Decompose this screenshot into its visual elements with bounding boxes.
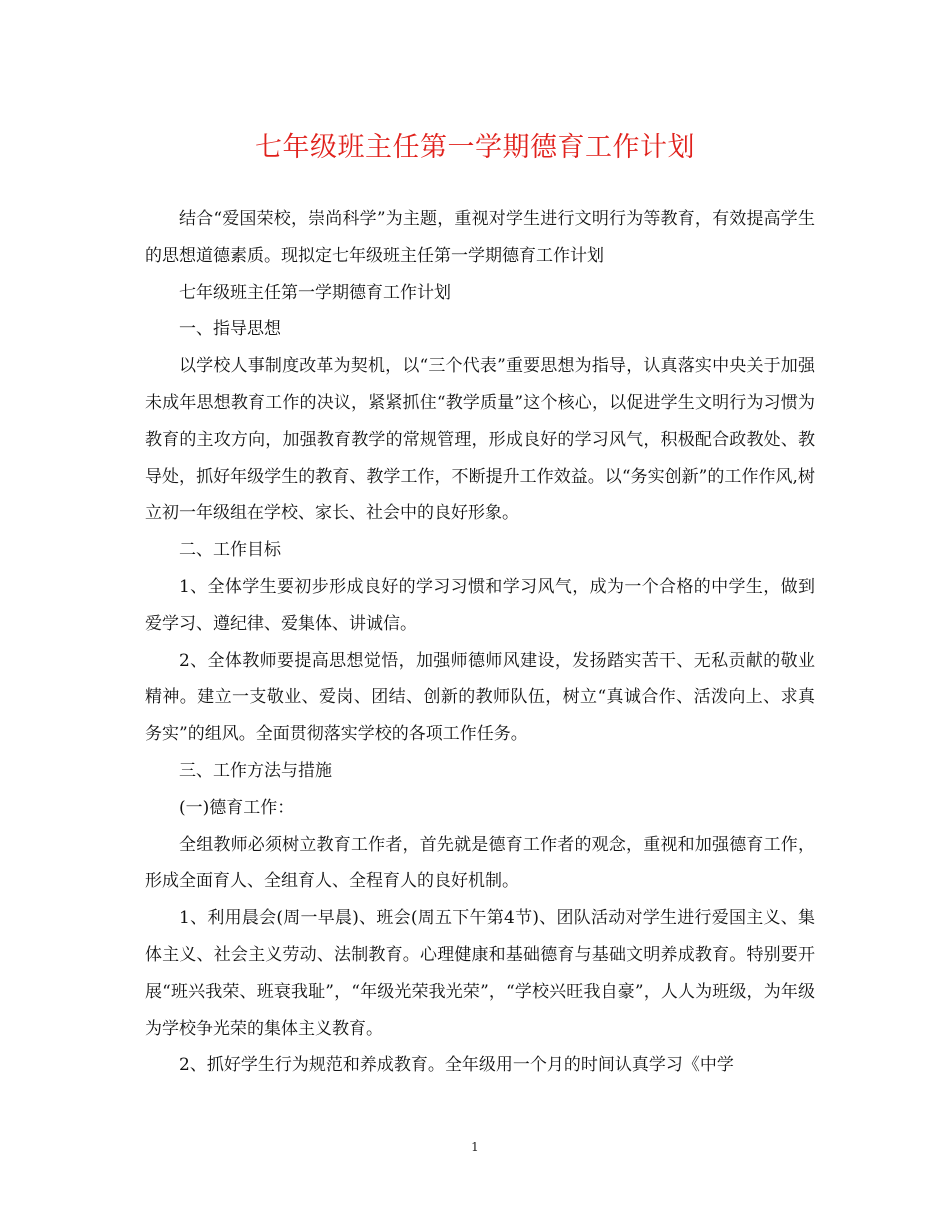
section-heading-work-goals: 二、工作目标 (179, 540, 281, 561)
section-heading-guiding-ideology: 一、指导思想 (179, 319, 281, 340)
section-heading-methods: 三、工作方法与措施 (179, 760, 332, 781)
paragraph-item-1: 1、利用晨会(周一早晨)、班会(周五下午第4节)、团队活动对学生进行爱国主义、集体主义、社会主义劳动、法制教育。心理健康和基础德育与基础文明养成教育。特别要开展“班兴我荣、班衰我耻”，“年级光荣我光荣”，“学校兴旺我自豪”，人人为班级，为年级为学校争光荣的集体主义教育。 (145, 908, 815, 1039)
document-body (145, 201, 815, 1084)
paragraph-guiding-ideology: 以学校人事制度改革为契机，以“三个代表”重要思想为指导，认真落实中央关于加强未成年思想教育工作的决议，紧紧抓住“教学质量”这个核心，以促进学生文明行为习惯为教育的主攻方向，加强教育教学的常规管理，形成良好的学习风气，积极配合政教处、教导处，抓好年级学生的教育、教学工作，不断提升工作效益。以“务实创新”的工作作风,树立初一年级组在学校、家长、社会中的良好形象。 (145, 356, 815, 524)
paragraph-moral-education: 全组教师必须树立教育工作者，首先就是德育工作者的观念，重视和加强德育工作，形成全面育人、全组育人、全程育人的良好机制。 (145, 834, 815, 892)
paragraph-goal-teachers: 2、全体教师要提高思想觉悟，加强师德师风建设，发扬踏实苦干、无私贡献的敬业精神。建立一支敬业、爱岗、团结、创新的教师队伍，树立“真诚合作、活泼向上、求真务实”的组风。全面贯彻落实学校的各项工作任务。 (145, 650, 815, 745)
subsection-heading-moral-education: (一)德育工作： (179, 797, 295, 818)
page-number: 1 (471, 1140, 479, 1154)
document-title: 七年级班主任第一学期德育工作计划 (255, 132, 695, 163)
paragraph-intro: 结合“爱国荣校，崇尚科学”为主题，重视对学生进行文明行为等教育，有效提高学生的思想道德素质。现拟定七年级班主任第一学期德育工作计划 (145, 209, 815, 266)
paragraph-item-2: 2、抓好学生行为规范和养成教育。全年级用一个月的时间认真学习《中学 (179, 1055, 734, 1076)
paragraph-subtitle: 七年级班主任第一学期德育工作计划 (179, 282, 451, 303)
paragraph-goal-students: 1、全体学生要初步形成良好的学习习惯和学习风气，成为一个合格的中学生，做到爱学习、遵纪律、爱集体、讲诚信。 (145, 576, 815, 634)
